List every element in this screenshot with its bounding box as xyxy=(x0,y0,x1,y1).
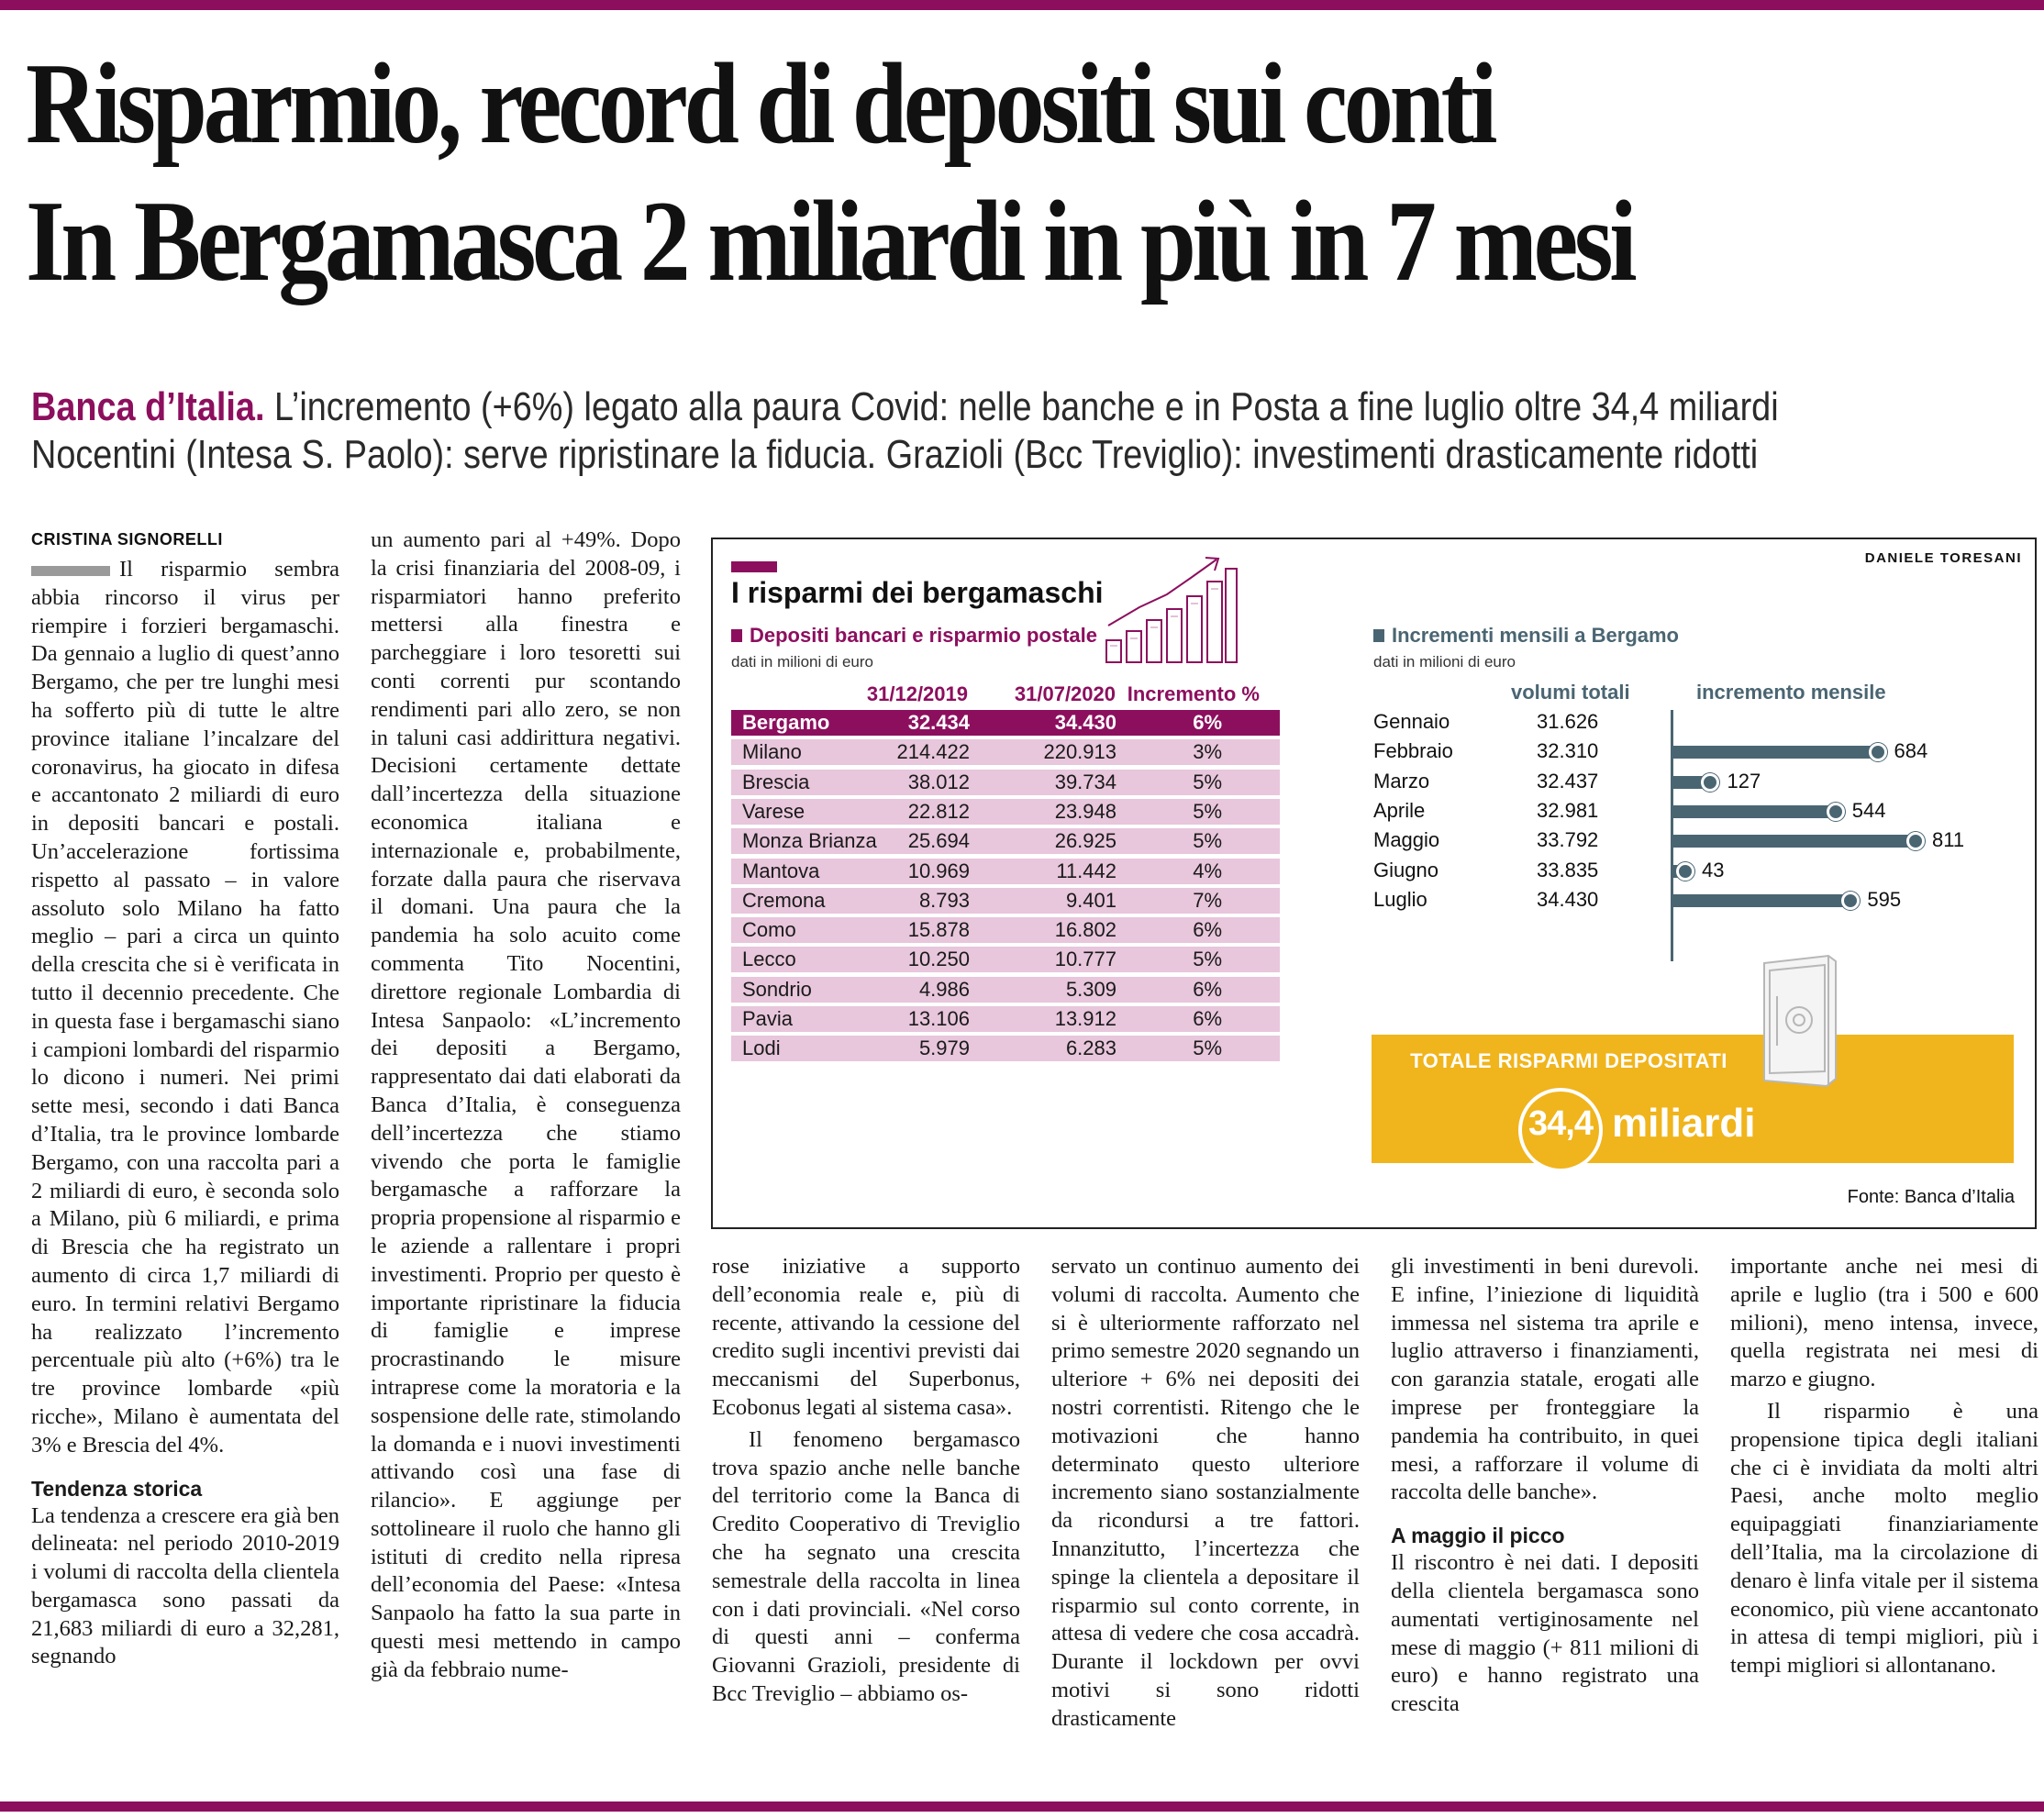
value-2020: 220.913 xyxy=(1043,740,1116,764)
month-name: Aprile xyxy=(1373,798,1426,822)
article-paragraph: servato un continuo aumento dei volumi di raccolta. Aumento che si è ulteriormente rafforzato nel primo semestre 2020 segnando un ulteriore + 6% nei depositi dei nostri correntisti. Ritengo che le motivazioni che hanno determinato questo ulteriore incremento siano sostanzialmente da ricondursi a tre fattori. Innanzitutto, l’incertezza che spinge la clientela a depositare il risparmio sul conto corrente, in attesa di vedere che cosa accadrà. Durante il lockdown per ovvi motivi si sono ridotti drasticamente xyxy=(1051,1254,1360,1731)
table-row xyxy=(731,917,1280,943)
left-section-note: dati in milioni di euro xyxy=(731,653,873,671)
section-heading: Tendenza storica xyxy=(31,1476,203,1501)
article-column-3 xyxy=(712,1253,1020,1709)
increment-pct: 4% xyxy=(1193,859,1222,882)
value-2019: 5.979 xyxy=(918,1036,970,1060)
value-2020: 26.925 xyxy=(1054,829,1116,853)
table-row xyxy=(731,888,1280,914)
value-2020: 16.802 xyxy=(1054,918,1116,942)
month-name: Maggio xyxy=(1373,828,1440,852)
growth-chart-icon xyxy=(1103,550,1240,664)
left-section-title: Depositi bancari e risparmio postale xyxy=(731,624,1097,648)
value-2019: 22.812 xyxy=(907,799,970,823)
increment-pct: 7% xyxy=(1193,888,1222,912)
subhead-line-2: Nocentini (Intesa S. Paolo): serve ripristinare la fiducia. Grazioli (Bcc Treviglio): investimenti drasticamente ridotti xyxy=(31,432,1759,477)
subhead-kicker: Banca d’Italia. xyxy=(31,384,265,429)
title-accent-bar xyxy=(731,561,777,572)
month-total: 33.835 xyxy=(1537,858,1599,881)
table-row xyxy=(731,859,1280,884)
subhead-line-1 xyxy=(31,383,1779,431)
table-header-2020: 31/07/2020 xyxy=(1014,682,1116,705)
article-column-5 xyxy=(1391,1253,1699,1719)
value-2019: 10.250 xyxy=(907,948,970,971)
safe-icon xyxy=(1759,950,1839,1090)
article-paragraph: gli investimenti in beni durevoli. E infine, l’iniezione di liquidità immessa nel sistema tra aprile e luglio attraverso i finanziamenti, con garanzia statale, erogati alle imprese per fronteggiare la pandemia ha contribuito, in quei mesi, a rafforzare il volume di raccolta delle banche». xyxy=(1391,1254,1699,1505)
col-header-incremento: incremento mensile xyxy=(1696,681,1886,704)
total-value: 34,4 xyxy=(1528,1104,1593,1143)
table-row xyxy=(731,947,1280,972)
bar-end-marker xyxy=(1676,862,1694,881)
month-total: 34.430 xyxy=(1537,887,1599,911)
increment-pct: 3% xyxy=(1193,740,1222,764)
table-row xyxy=(731,770,1280,795)
article-paragraph: Il risparmio sembra abbia rincorso il virus per riempire i forzieri bergamaschi. Da gennaio a luglio di quest’anno Bergamo, che per tre lunghi mesi ha sofferto più di tutte le altre province italiane l’incalzare del coronavirus, ha giocato in difesa e accantonato 2 miliardi di euro in depositi bancari e postali. Un’accelerazione fortissima rispetto al passato – in valore assoluto solo Milano ha fatto meglio – pari a circa un quinto della crescita che si è verificata in tutto il decennio precedente. Che in questa fase i bergamaschi siano i campioni lombardi del risparmio lo dicono i numeri. Nei primi sette mesi, secondo i dati Banca d’Italia, tra le province lombarde Bergamo, con una raccolta pari a 2 miliardi di euro, è seconda solo a Milano, più 6 miliardi, e prima di Brescia che ha registrato un aumento di circa 1,7 miliardi di euro. In termini relativi Bergamo ha realizzato l’incremento percentuale più alto (+6%) tra le tre province lombarde «più ricche», Milano è aumentata del 3% e Brescia del 4%. xyxy=(31,557,339,1458)
subhead-text: L’incremento (+6%) legato alla paura Covid: nelle banche e in Posta a fine luglio oltre 34,4 miliardi xyxy=(264,384,1779,429)
total-label: TOTALE RISPARMI DEPOSITATI xyxy=(1410,1049,1727,1072)
increment-value: 684 xyxy=(1894,739,1928,763)
bar-end-marker xyxy=(1841,892,1860,910)
province-name: Lodi xyxy=(742,1036,781,1060)
section-marker xyxy=(731,629,742,642)
bar-end-marker xyxy=(1906,832,1925,850)
value-2019: 10.969 xyxy=(907,859,970,882)
increment-bar xyxy=(1672,894,1850,907)
province-name: Bergamo xyxy=(742,711,830,734)
month-total: 32.310 xyxy=(1537,739,1599,763)
increment-pct: 5% xyxy=(1193,770,1222,793)
section-heading: A maggio il picco xyxy=(1391,1524,1565,1548)
table-header-pct: Incremento % xyxy=(1127,682,1260,705)
increment-pct: 5% xyxy=(1193,829,1222,853)
increment-pct: 5% xyxy=(1193,799,1222,823)
month-total: 33.792 xyxy=(1537,828,1599,852)
article-paragraph: Il riscontro è nei dati. I depositi della clientela bergamasca sono aumentati vertiginosamente nel mese di maggio (+ 811 milioni di euro) e hanno registrato una crescita xyxy=(1391,1550,1699,1717)
table-row xyxy=(731,739,1280,765)
article-paragraph: un aumento pari al +49%. Dopo la crisi finanziaria del 2008-09, i risparmiatori hanno preferito mettersi alla finestra e parcheggiare i loro tesoretti sui conti correnti pur scontando rendimenti pari allo zero, se non in taluni casi addirittura negativi. Decisioni certamente dettate dall’incertezza della situazione economica italiana e internazionale e, probabilmente, forzate dalla paura che riservava il domani. Una paura che la pandemia ha solo acuito come commenta Tito Nocentini, direttore regionale Lombardia di Intesa Sanpaolo: «L’incremento dei depositi a Bergamo, rappresentato dai dati elaborati da Banca d’Italia, è conseguenza dell’incertezza che stiamo vivendo che porta le famiglie bergamasche a rafforzare la propria propensione al risparmio e le aziende a rallentare i propri investimenti. Proprio per questo è importante ripristinare la fiducia di famiglie e imprese procrastinando le misure intraprese come la moratoria e la sospensione delle rate, stimolando la domanda e i nuovi investimenti attivando così una fase di rilancio». E aggiunge per sottolineare il ruolo che hanno gli istituti di credito nella ripresa dell’economia del Paese: «Intesa Sanpaolo ha fatto la sua parte in questi mesi mettendo in campo già da febbraio nume- xyxy=(371,527,681,1682)
col-header-volumi: volumi totali xyxy=(1511,681,1630,704)
province-name: Cremona xyxy=(742,888,826,912)
value-2020: 5.309 xyxy=(1065,977,1116,1001)
value-2019: 32.434 xyxy=(907,711,970,734)
province-name: Pavia xyxy=(742,1007,794,1030)
province-name: Lecco xyxy=(742,948,796,971)
value-2020: 13.912 xyxy=(1054,1007,1116,1030)
top-rule xyxy=(0,0,2044,10)
table-row xyxy=(731,977,1280,1003)
province-name: Milano xyxy=(742,740,802,764)
month-total: 32.981 xyxy=(1537,798,1599,822)
month-total: 31.626 xyxy=(1537,710,1599,733)
increment-value: 544 xyxy=(1851,798,1886,822)
article-paragraph: Il fenomeno bergamasco trova spazio anche nelle banche del territorio come la Banca di Credito Cooperativo di Treviglio che ha segnato una crescita semestrale della raccolta in linea con i dati provinciali. «Nel corso di questi anni – conferma Giovanni Grazioli, presidente di Bcc Treviglio – abbiamo os- xyxy=(712,1426,1020,1706)
right-section-note: dati in milioni di euro xyxy=(1373,653,1516,671)
province-name: Sondrio xyxy=(742,977,812,1001)
increment-value: 811 xyxy=(1932,828,1965,852)
increment-pct: 6% xyxy=(1193,1007,1222,1030)
value-2020: 39.734 xyxy=(1054,770,1116,793)
province-name: Mantova xyxy=(742,859,820,882)
month-total: 32.437 xyxy=(1537,769,1599,793)
article-paragraph: La tendenza a crescere era già ben delineata: nel periodo 2010-2019 i volumi di raccolta della clientela bergamasca sono passati da 21,683 miliardi di euro a 32,281, segnando xyxy=(31,1502,339,1669)
increment-value: 595 xyxy=(1867,887,1902,911)
increment-pct: 6% xyxy=(1193,711,1222,734)
value-2020: 10.777 xyxy=(1054,948,1116,971)
province-name: Como xyxy=(742,918,796,942)
article-column-2 xyxy=(371,527,681,1685)
increment-value: 127 xyxy=(1727,769,1761,793)
infographic-title: I risparmi dei bergamaschi xyxy=(731,576,1104,609)
increment-value: 43 xyxy=(1702,858,1725,881)
increment-bar xyxy=(1672,805,1836,818)
paragraph-marker xyxy=(31,566,110,576)
value-2019: 25.694 xyxy=(907,829,970,853)
value-2019: 15.878 xyxy=(907,918,970,942)
value-2019: 8.793 xyxy=(918,888,970,912)
bottom-rule xyxy=(0,1801,2044,1812)
province-name: Brescia xyxy=(742,770,810,793)
value-2020: 34.430 xyxy=(1054,711,1116,734)
table-row xyxy=(731,710,1280,736)
article-column-1 xyxy=(31,556,339,1671)
value-2019: 13.106 xyxy=(907,1007,970,1030)
article-column-6 xyxy=(1730,1253,2038,1680)
headline-line-1: Risparmio, record di depositi sui conti xyxy=(26,40,1494,168)
section-marker xyxy=(1373,629,1384,642)
bar-end-marker xyxy=(1827,803,1845,821)
month-name: Febbraio xyxy=(1373,739,1453,763)
month-name: Luglio xyxy=(1373,887,1427,911)
value-2020: 9.401 xyxy=(1065,888,1116,912)
month-name: Giugno xyxy=(1373,858,1439,881)
source-note: Fonte: Banca d’Italia xyxy=(1847,1187,2015,1207)
month-name: Marzo xyxy=(1373,769,1430,793)
total-unit: miliardi xyxy=(1612,1101,1756,1146)
province-name: Varese xyxy=(742,799,805,823)
value-2020: 6.283 xyxy=(1065,1036,1116,1060)
right-section-title: Incrementi mensili a Bergamo xyxy=(1373,624,1679,648)
increment-bar xyxy=(1672,746,1878,759)
infographic-box xyxy=(711,538,2037,1229)
month-row xyxy=(1373,882,2016,919)
table-header-2019: 31/12/2019 xyxy=(866,682,968,705)
value-2020: 11.442 xyxy=(1056,859,1116,882)
increment-pct: 6% xyxy=(1193,977,1222,1001)
increment-pct: 5% xyxy=(1193,948,1222,971)
article-column-4 xyxy=(1051,1253,1360,1734)
province-name: Monza Brianza xyxy=(742,829,877,853)
graphic-credit: DANIELE TORESANI xyxy=(1864,550,2022,566)
table-row xyxy=(731,799,1280,825)
increment-pct: 5% xyxy=(1193,1036,1222,1060)
table-row xyxy=(731,1006,1280,1032)
article-paragraph: importante anche nei mesi di aprile e luglio (tra i 500 e 600 milioni), meno intensa, invece, quella registrata nei mesi di marzo e giugno. xyxy=(1730,1254,2038,1392)
article-paragraph: Il risparmio è una propensione tipica degli italiani che ci è invidiata da molti altri Paesi, anche molto meglio equipaggiati finanziariamente dell’Italia, ma la circolazione di denaro è linfa vitale per il sistema economico, più viene accantonato in attesa di tempi migliori, più i tempi migliori si allontanano. xyxy=(1730,1398,2038,1679)
month-name: Gennaio xyxy=(1373,710,1450,733)
value-2019: 214.422 xyxy=(896,740,970,764)
value-2020: 23.948 xyxy=(1054,799,1116,823)
bar-end-marker xyxy=(1701,773,1719,792)
table-row xyxy=(731,1036,1280,1061)
bar-end-marker xyxy=(1869,743,1887,761)
value-2019: 38.012 xyxy=(907,770,970,793)
byline: CRISTINA SIGNORELLI xyxy=(31,530,223,549)
headline-line-2: In Bergamasca 2 miliardi in più in 7 mesi xyxy=(26,178,1634,305)
table-row xyxy=(731,828,1280,854)
increment-pct: 6% xyxy=(1193,918,1222,942)
increment-bar xyxy=(1672,835,1916,848)
total-panel xyxy=(1372,1035,2014,1163)
article-paragraph: rose iniziative a supporto dell’economia reale e, più di recente, attivando la cessione del credito sugli incentivi previsti dai meccanismi del Superbonus, Ecobonus legati al sistema casa». xyxy=(712,1254,1020,1420)
value-2019: 4.986 xyxy=(918,977,970,1001)
